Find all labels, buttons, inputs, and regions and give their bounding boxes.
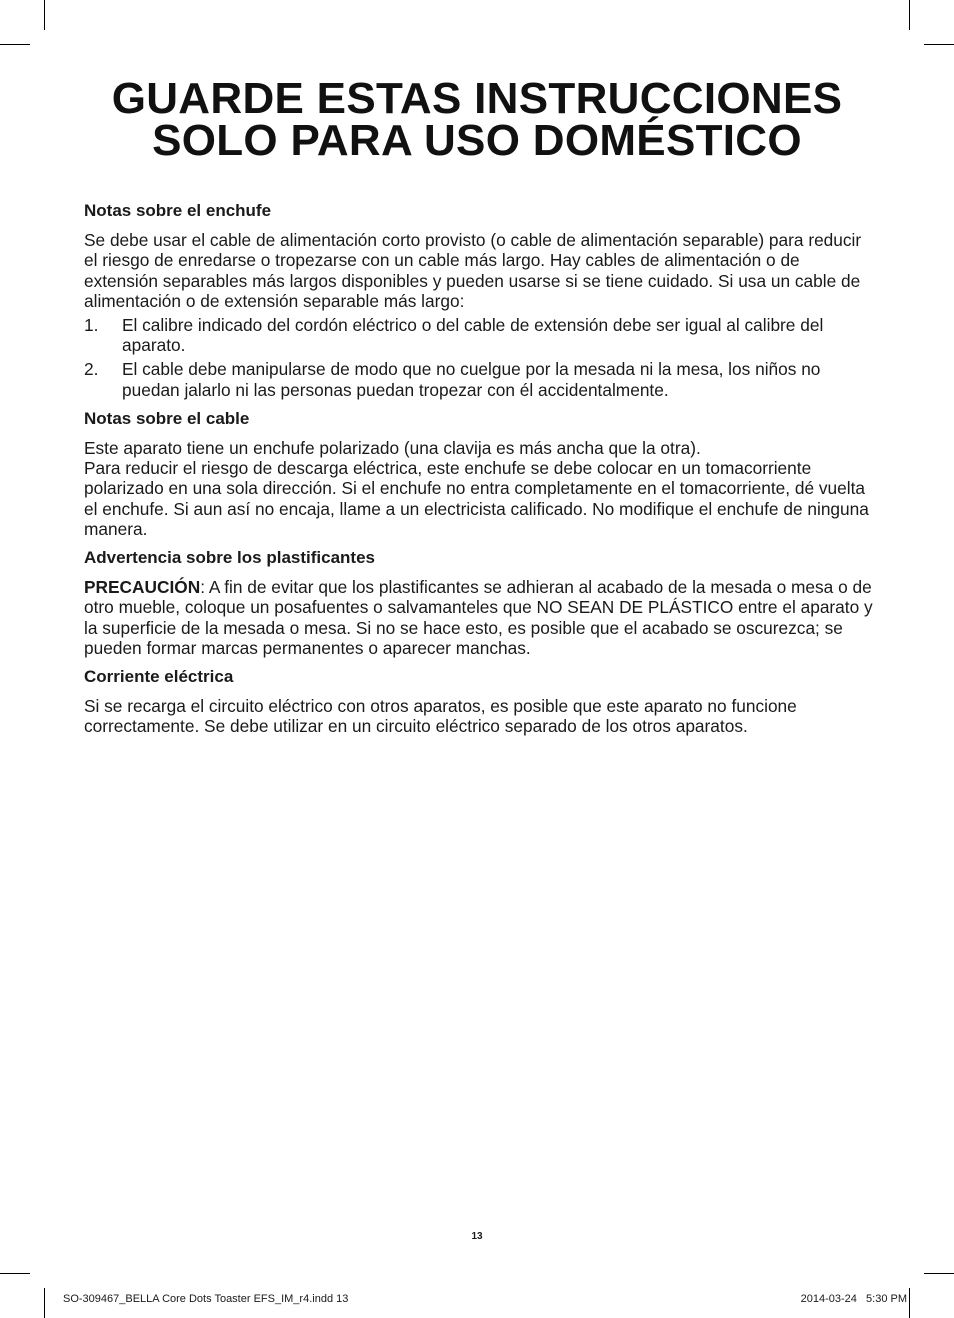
section-cable-notes — [84, 409, 874, 539]
section-plug-notes — [84, 201, 874, 400]
page-title-line-2: SOLO PARA USO DOMÉSTICO — [152, 116, 802, 165]
crop-mark-top-left-vertical — [44, 0, 45, 30]
crop-mark-top-right-horizontal — [924, 44, 954, 45]
plasticizer-paragraph — [84, 577, 874, 658]
crop-mark-top-left-horizontal — [0, 44, 30, 45]
plug-intro-paragraph: Se debe usar el cable de alimentación corto provisto (o cable de alimentación separable) para reducir el riesgo de enredarse o tropezarse con un cable más largo. Hay cables de alimentación o de extensión separables más largos disponibles y pueden usarse si se tiene cuidado. Si usa un cable de alimentación o de extensión separable más largo: — [84, 230, 862, 311]
list-item-text: El calibre indicado del cordón eléctrico o del cable de extensión debe ser igual al calibre del aparato. — [122, 315, 824, 356]
section-heading-power: Corriente eléctrica — [84, 667, 234, 687]
section-electric-power — [84, 667, 874, 737]
list-item — [84, 359, 874, 399]
list-item-number: 2. — [84, 359, 99, 380]
crop-mark-top-right-vertical — [909, 0, 910, 30]
page-title-line-1: GUARDE ESTAS INSTRUCCIONES — [111, 74, 843, 123]
plug-numbered-list — [84, 315, 874, 400]
section-heading-plasticizer: Advertencia sobre los plastificantes — [84, 548, 375, 568]
crop-mark-bottom-left-horizontal — [0, 1273, 30, 1274]
page-number: 13 — [471, 1231, 483, 1242]
power-paragraph: Si se recarga el circuito eléctrico con otros aparatos, es posible que este aparato no funcione correctamente. Se debe utilizar en un circuito eléctrico separado de los otros aparatos. — [84, 696, 797, 737]
list-item-number: 1. — [84, 315, 99, 336]
caution-text: : A fin de evitar que los plastificantes se adhieran al acabado de la mesada o mesa o de otro mueble, coloque un posafuentes o salvamanteles que NO SEAN DE PLÁSTICO entre el aparato y la superficie de la mesada o mesa. Si no se hace esto, es posible que el acabado se oscurezca; se pueden formar marcas permanentes o aparecer manchas. — [84, 577, 873, 658]
cable-paragraph-line-2: Para reducir el riesgo de descarga eléctrica, este enchufe se debe colocar en un tomacorriente polarizado en una sola dirección. Si el enchufe no entra completamente en el tomacorriente, dé vuelta el enchufe. Si aun así no encaja, llame a un electricista calificado. No modifique el enchufe de ninguna manera. — [84, 458, 869, 539]
cable-paragraph-line-1: Este aparato tiene un enchufe polarizado (una clavija es más ancha que la otra). — [84, 438, 701, 459]
crop-mark-bottom-left-vertical — [44, 1288, 45, 1318]
crop-mark-bottom-right-vertical — [909, 1288, 910, 1318]
crop-mark-bottom-right-horizontal — [924, 1273, 954, 1274]
print-slug-filename: SO-309467_BELLA Core Dots Toaster EFS_IM_r4.indd 13 — [63, 1293, 349, 1305]
section-heading-cable: Notas sobre el cable — [84, 408, 250, 428]
page-title — [0, 74, 954, 165]
list-item — [84, 315, 874, 355]
caution-label: PRECAUCIÓN — [84, 577, 201, 598]
list-item-text: El cable debe manipularse de modo que no cuelgue por la mesada ni la mesa, los niños no puedan jalarlo ni las personas puedan tropezar con él accidentalmente. — [122, 359, 821, 400]
section-heading-plug: Notas sobre el enchufe — [84, 201, 272, 220]
print-slug-date: 2014-03-24 5:30 PM — [800, 1293, 907, 1305]
cable-paragraph — [84, 438, 874, 539]
document-body — [84, 201, 874, 746]
section-plasticizer-warning — [84, 548, 874, 658]
